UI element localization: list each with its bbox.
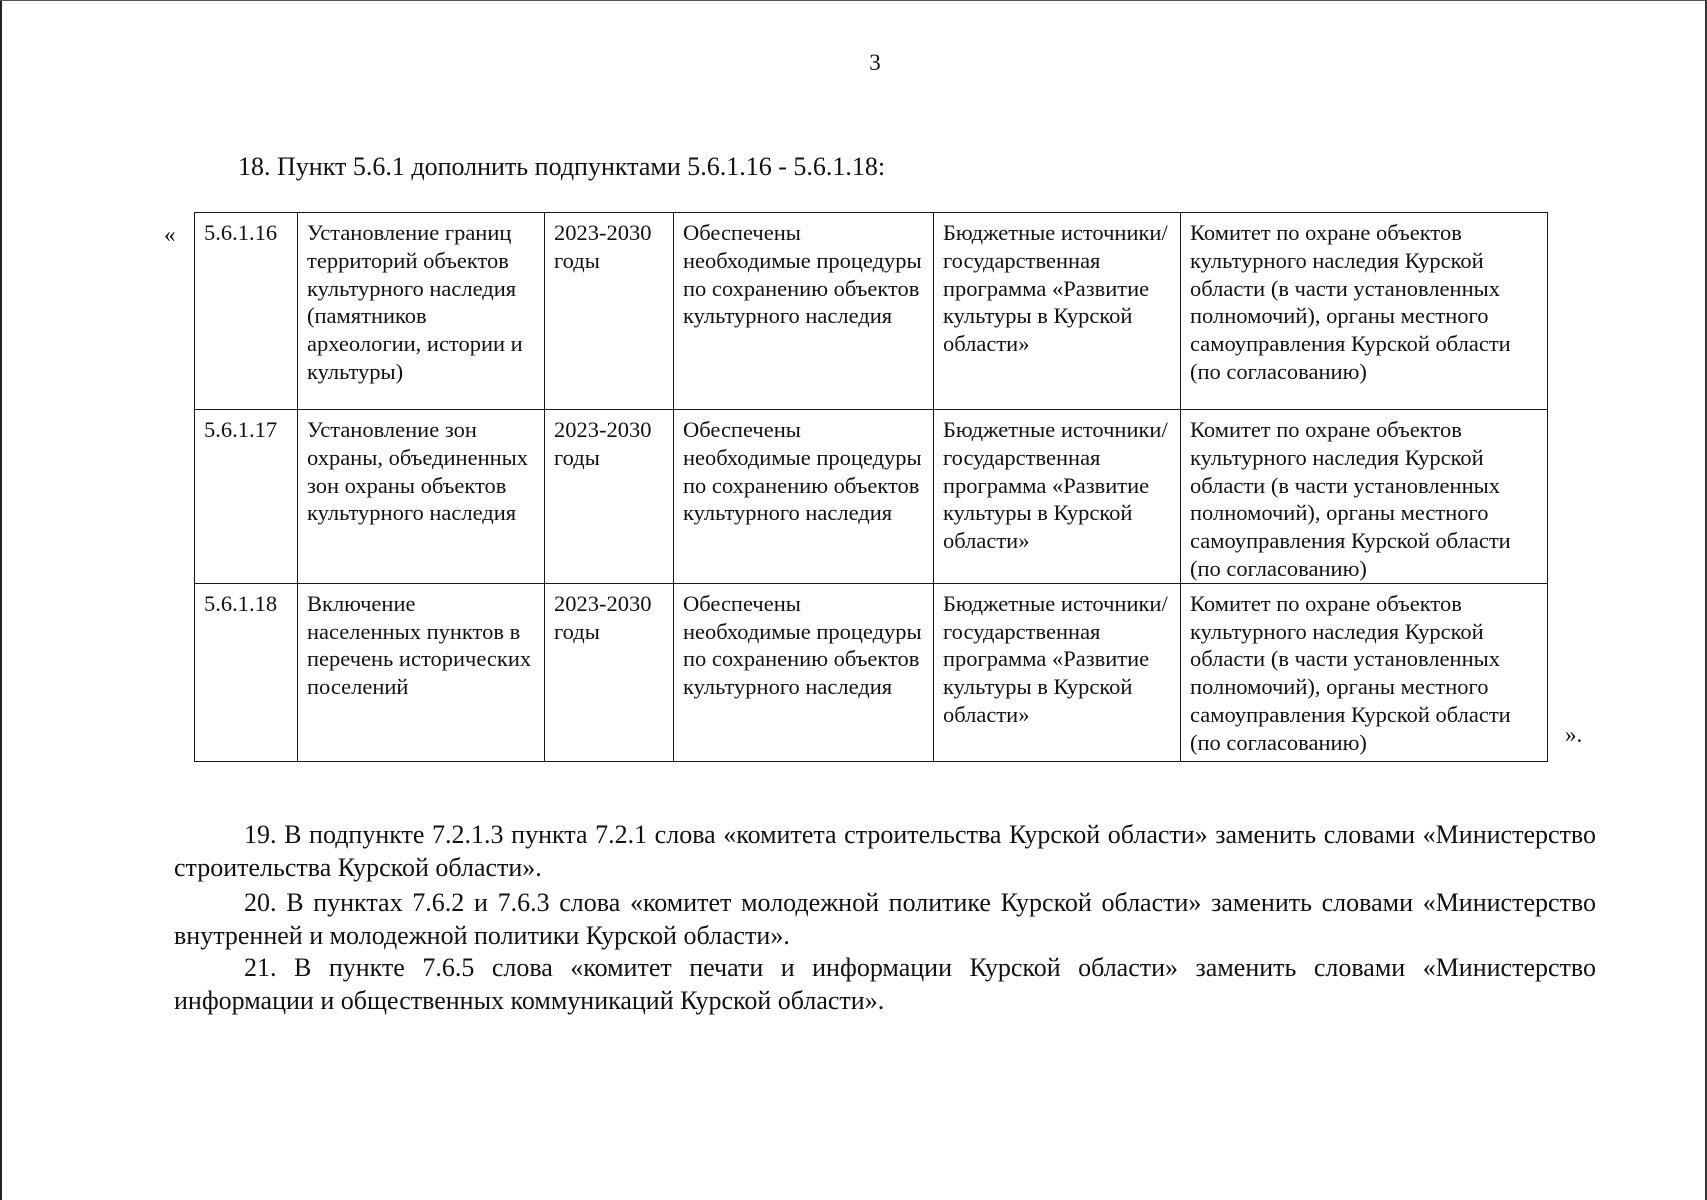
executor-cell: Комитет по охране объектов культурного наследия Курской области (в части установленных полномочий), органы местного самоуправления Курской области (по согласованию) xyxy=(1181,213,1548,410)
table-quote-close: ». xyxy=(1565,722,1583,747)
paragraph-20-text: 20. В пунктах 7.6.2 и 7.6.3 слова «комитет молодежной политике Курской области» заменить словами «Министерство внутренней и молодежной политики Курской области». xyxy=(174,888,1596,950)
row-number-cell: 5.6.1.18 xyxy=(195,583,298,761)
table-row xyxy=(195,410,1548,584)
executor-cell: Комитет по охране объектов культурного наследия Курской области (в части установленных полномочий), органы местного самоуправления Курской области (по согласованию) xyxy=(1181,410,1548,584)
page-number: 3 xyxy=(869,50,881,75)
paragraph-20 xyxy=(174,886,1596,952)
row-number-cell: 5.6.1.16 xyxy=(195,213,298,410)
funding-source-cell: Бюджетные источники/ государственная программа «Развитие культуры в Курской области» xyxy=(934,583,1181,761)
activity-cell: Установление границ территорий объектов культурного наследия (памятников археологии, истории и культуры) xyxy=(298,213,545,410)
table-row xyxy=(195,583,1548,761)
result-cell: Обеспечены необходимые процедуры по сохранению объектов культурного наследия xyxy=(674,410,934,584)
paragraph-19-text: 19. В подпункте 7.2.1.3 пункта 7.2.1 слова «комитета строительства Курской области» заменить словами «Министерство строительства Курской области». xyxy=(174,820,1596,882)
item-18-heading: 18. Пункт 5.6.1 дополнить подпунктами 5.6.1.16 - 5.6.1.18: xyxy=(238,152,886,181)
period-cell: 2023-2030 годы xyxy=(545,410,674,584)
paragraph-21 xyxy=(174,951,1596,1017)
activity-cell: Включение населенных пунктов в перечень исторических поселений xyxy=(298,583,545,761)
funding-source-cell: Бюджетные источники/ государственная программа «Развитие культуры в Курской области» xyxy=(934,213,1181,410)
executor-cell: Комитет по охране объектов культурного наследия Курской области (в части установленных полномочий), органы местного самоуправления Курской области (по согласованию) xyxy=(1181,583,1548,761)
period-cell: 2023-2030 годы xyxy=(545,583,674,761)
period-cell: 2023-2030 годы xyxy=(545,213,674,410)
row-number-cell: 5.6.1.17 xyxy=(195,410,298,584)
result-cell: Обеспечены необходимые процедуры по сохранению объектов культурного наследия xyxy=(674,583,934,761)
scan-top-border xyxy=(0,0,1707,1)
paragraph-21-text: 21. В пункте 7.6.5 слова «комитет печати и информации Курской области» заменить словами «Министерство информации и общественных коммуникаций Курской области». xyxy=(174,953,1596,1015)
amendment-table xyxy=(194,212,1548,762)
funding-source-cell: Бюджетные источники/ государственная программа «Развитие культуры в Курской области» xyxy=(934,410,1181,584)
table-quote-open: « xyxy=(164,222,176,247)
paragraph-19 xyxy=(174,818,1596,884)
result-cell: Обеспечены необходимые процедуры по сохранению объектов культурного наследия xyxy=(674,213,934,410)
table-row xyxy=(195,213,1548,410)
scan-left-border xyxy=(0,0,2,1200)
activity-cell: Установление зон охраны, объединенных зон охраны объектов культурного наследия xyxy=(298,410,545,584)
